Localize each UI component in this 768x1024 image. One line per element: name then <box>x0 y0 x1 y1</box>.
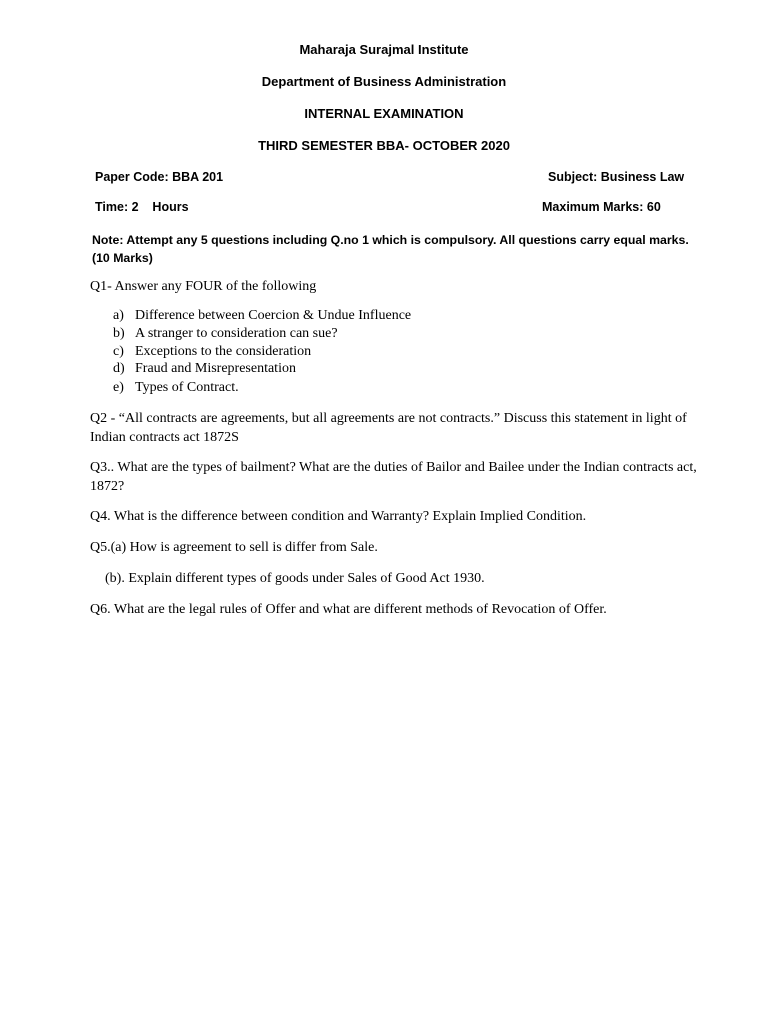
option-text: Exceptions to the consideration <box>135 344 312 359</box>
institute-title: Maharaja Surajmal Institute <box>299 42 469 57</box>
option-text: Fraud and Misrepresentation <box>135 361 296 376</box>
question-3: Q3.. What are the types of bailment? What are the duties of Bailor and Bailee under the Indian contracts act, 1872? <box>90 460 697 494</box>
question-4: Q4. What is the difference between condition and Warranty? Explain Implied Condition. <box>90 509 587 524</box>
option-marker: d) <box>113 361 125 376</box>
maximum-marks: Maximum Marks: 60 <box>542 200 661 214</box>
semester-title: THIRD SEMESTER BBA- OCTOBER 2020 <box>258 138 510 153</box>
option-marker: e) <box>113 380 124 395</box>
option-marker: c) <box>113 344 124 359</box>
instructions-note: Note: Attempt any 5 questions including Q.no 1 which is compulsory. All questions carry equal marks. (10 Marks) <box>92 233 689 265</box>
question-5b: (b). Explain different types of goods under Sales of Good Act 1930. <box>105 571 485 586</box>
option-text: A stranger to consideration can sue? <box>135 326 338 341</box>
department-title: Department of Business Administration <box>261 74 507 89</box>
option-marker: a) <box>113 308 124 323</box>
exam-title: INTERNAL EXAMINATION <box>304 106 464 121</box>
time-allowed: Time: 2 Hours <box>95 200 189 214</box>
question-6: Q6. What are the legal rules of Offer and what are different methods of Revocation of Offer. <box>90 602 607 617</box>
subject: Subject: Business Law <box>548 170 685 184</box>
paper-code: Paper Code: BBA 201 <box>95 170 224 184</box>
option-marker: b) <box>113 326 125 341</box>
question-1: Q1- Answer any FOUR of the following <box>90 279 317 294</box>
question-5a: Q5.(a) How is agreement to sell is differ from Sale. <box>90 540 378 555</box>
option-text: Difference between Coercion & Undue Influence <box>135 308 412 323</box>
option-text: Types of Contract. <box>135 380 239 395</box>
question-2: Q2 - “All contracts are agreements, but all agreements are not contracts.” Discuss this statement in light of Indian contracts act 1872S <box>90 411 687 445</box>
